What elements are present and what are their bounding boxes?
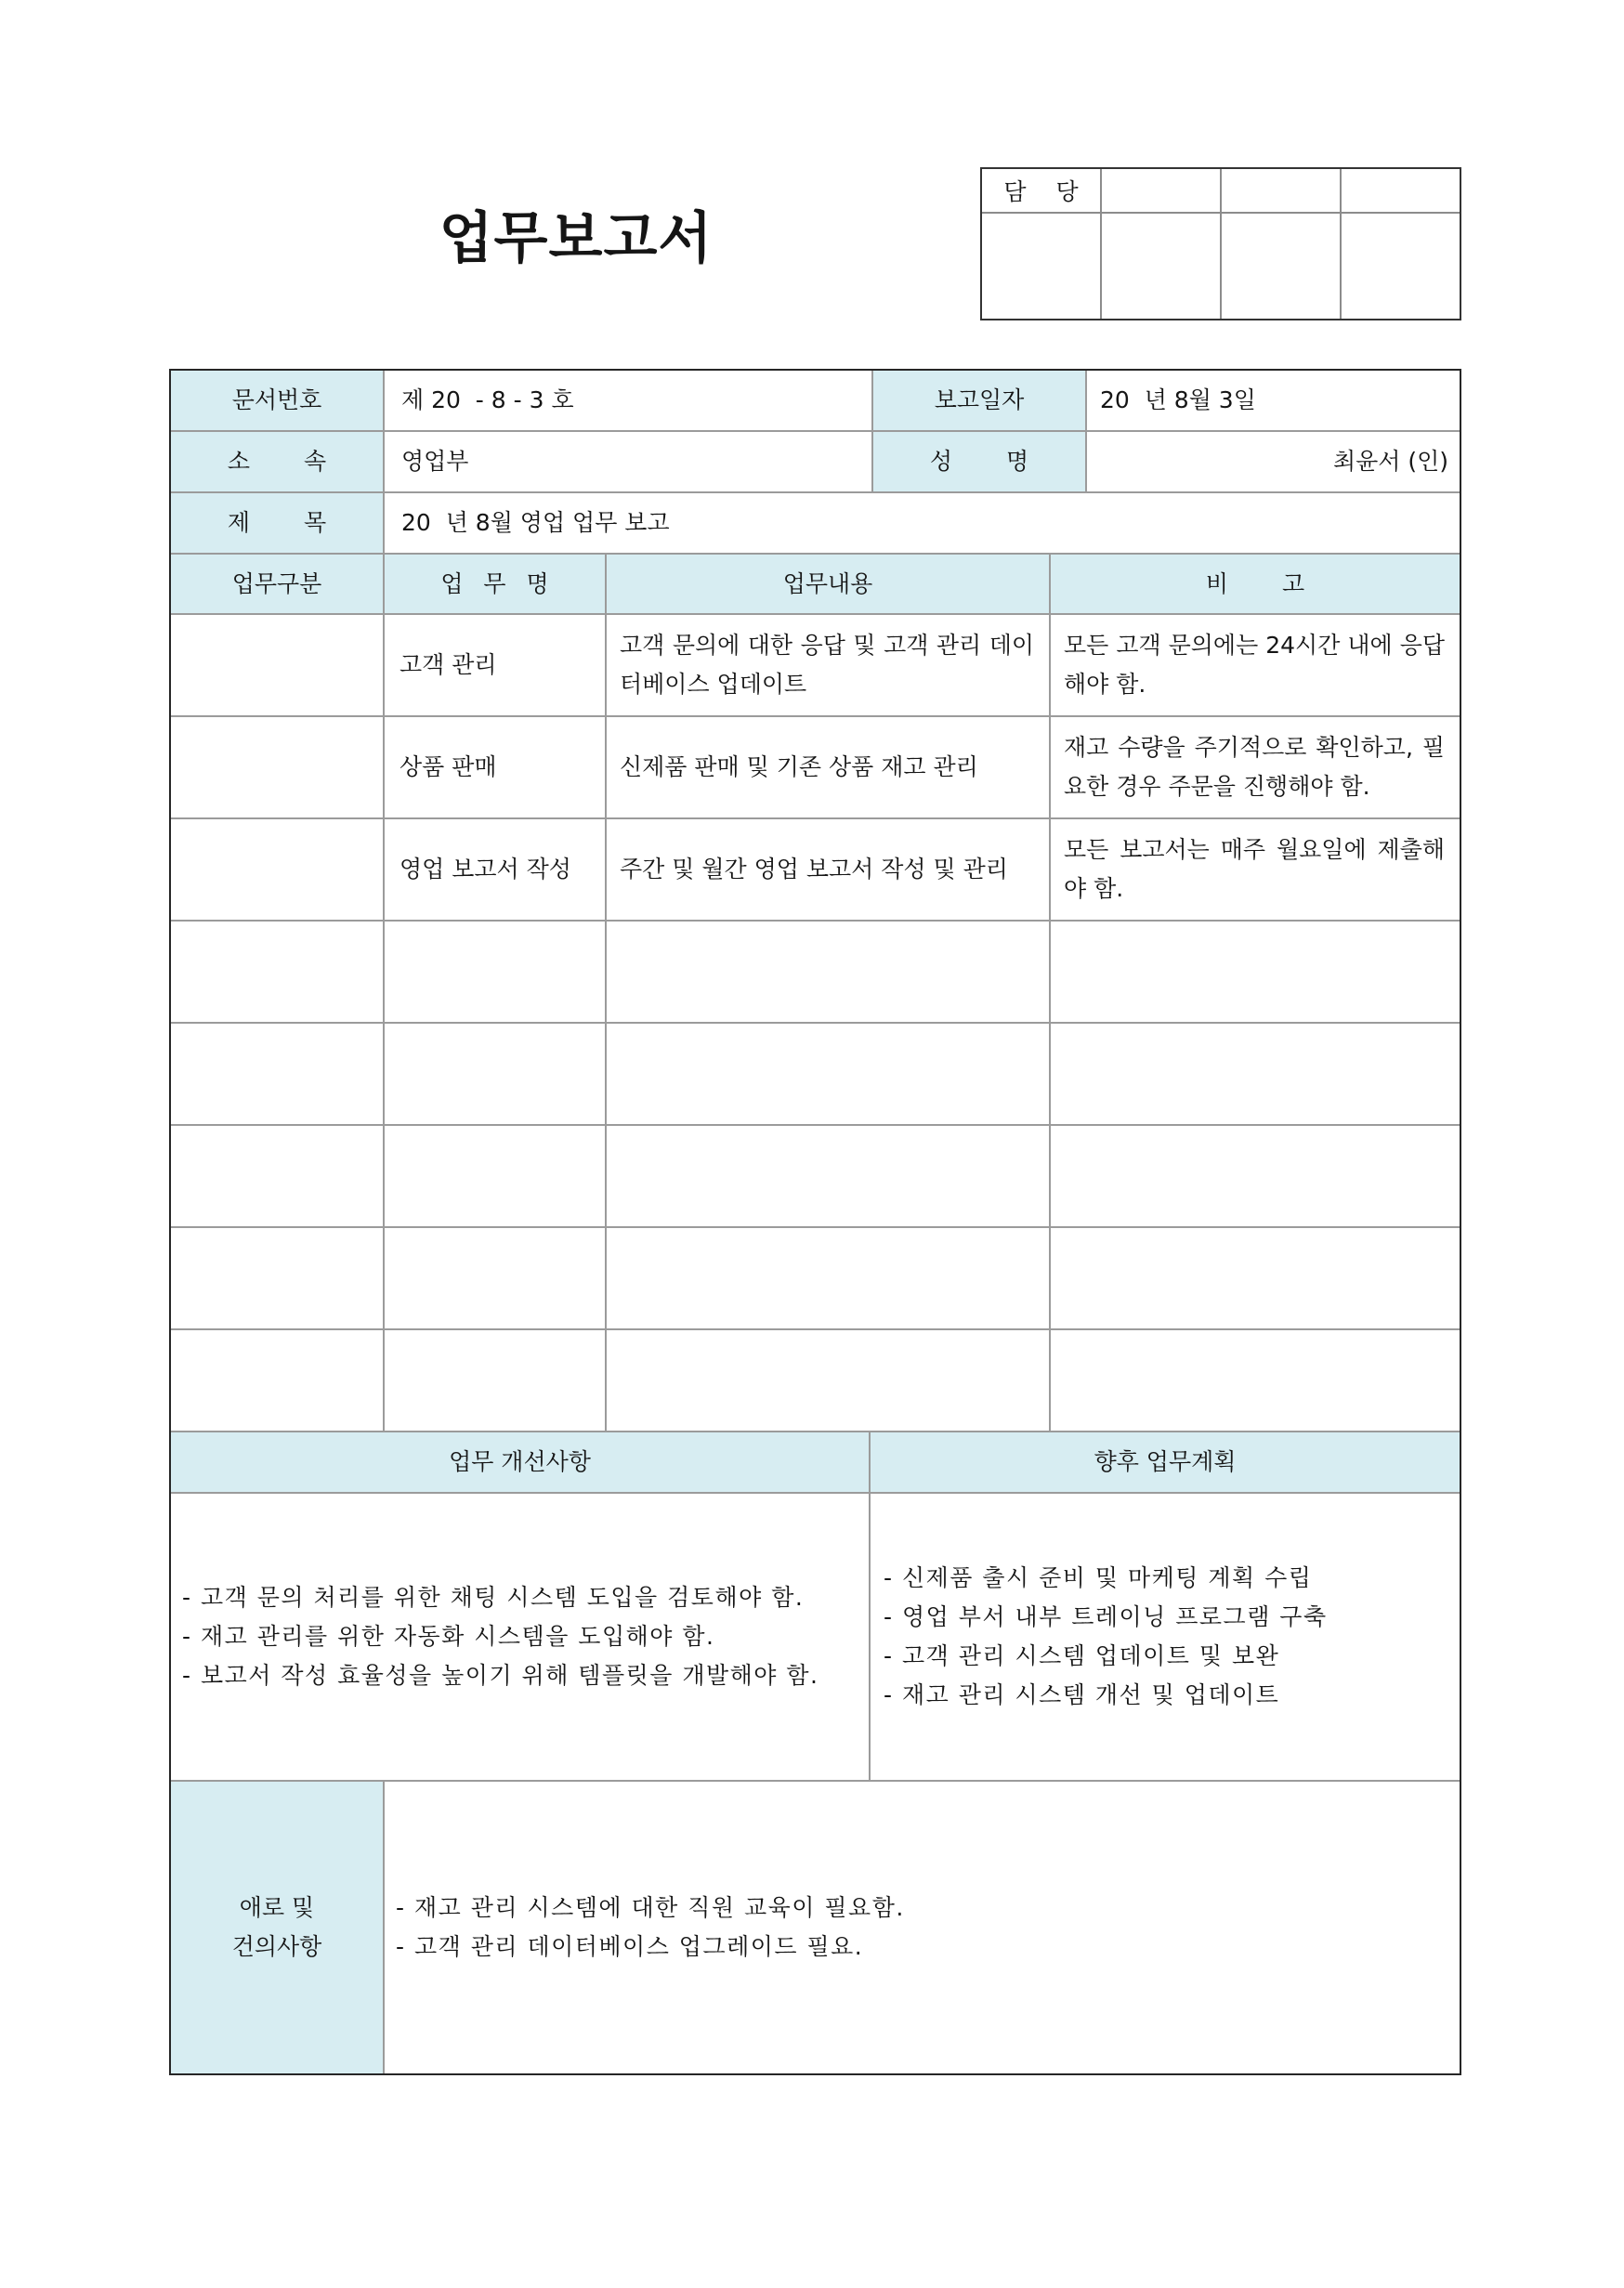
list-item: - 영업 부서 내부 트레이닝 프로그램 구축 — [884, 1603, 1328, 1630]
subject-value: 20 년 8월 영업 업무 보고 — [385, 493, 1460, 555]
report-date-value: 20 년 8월 3일 — [1087, 371, 1460, 432]
issues-label — [171, 1782, 385, 2073]
list-item: - 보고서 작성 효율성을 높이기 위해 템플릿을 개발해야 함. — [182, 1662, 819, 1689]
approval-sign-cell — [1222, 214, 1342, 319]
approval-label: 담 당 — [982, 169, 1102, 214]
document-title: 업무보고서 — [439, 206, 714, 271]
list-item: - 재고 관리 시스템에 대한 직원 교육이 필요함. — [396, 1894, 905, 1921]
approval-sign-cell — [1102, 214, 1222, 319]
task-name-cell: 상품 판매 — [385, 717, 607, 819]
task-note-cell: 모든 보고서는 매주 월요일에 제출해야 함. — [1051, 819, 1460, 922]
header-note: 비 고 — [1051, 555, 1460, 615]
empty-cell — [171, 1330, 385, 1432]
empty-cell — [171, 1024, 385, 1126]
doc-no-value: 제 20 - 8 - 3 호 — [385, 371, 873, 432]
issues-section — [171, 1782, 1460, 2073]
empty-cell — [385, 1024, 607, 1126]
issues-label-line: 건의사항 — [231, 1933, 322, 1960]
approval-header-cell — [1102, 169, 1222, 214]
task-category-cell — [171, 819, 385, 922]
list-item: - 신제품 출시 준비 및 마케팅 계획 수립 — [884, 1564, 1313, 1591]
task-content-cell: 고객 문의에 대한 응답 및 고객 관리 데이터베이스 업데이트 — [607, 615, 1051, 717]
list-item: - 재고 관리 시스템 개선 및 업데이트 — [884, 1681, 1280, 1708]
empty-cell — [171, 922, 385, 1024]
dept-value: 영업부 — [385, 432, 873, 493]
list-item: - 고객 문의 처리를 위한 채팅 시스템 도입을 검토해야 함. — [182, 1584, 805, 1611]
report-table — [169, 369, 1461, 2075]
empty-cell — [171, 1228, 385, 1330]
empty-cell — [607, 1330, 1051, 1432]
task-name-cell: 고객 관리 — [385, 615, 607, 717]
empty-cell — [1051, 922, 1460, 1024]
dept-label: 소 속 — [171, 432, 385, 493]
header-category: 업무구분 — [171, 555, 385, 615]
header-task-content: 업무내용 — [607, 555, 1051, 615]
name-value: 최윤서 (인) — [1087, 432, 1460, 493]
empty-cell — [385, 1126, 607, 1228]
improvements-plans-section — [171, 1432, 1460, 1782]
empty-cell — [1051, 1126, 1460, 1228]
empty-cell — [607, 1126, 1051, 1228]
approval-box — [980, 167, 1461, 320]
empty-cell — [1051, 1024, 1460, 1126]
empty-cell — [385, 1330, 607, 1432]
empty-cell — [607, 922, 1051, 1024]
header-task-name: 업 무 명 — [385, 555, 607, 615]
approval-header-cell — [1222, 169, 1342, 214]
name-label: 성 명 — [873, 432, 1087, 493]
task-content-cell: 주간 및 월간 영업 보고서 작성 및 관리 — [607, 819, 1051, 922]
subject-label: 제 목 — [171, 493, 385, 555]
task-name-cell: 영업 보고서 작성 — [385, 819, 607, 922]
empty-cell — [607, 1228, 1051, 1330]
doc-no-label: 문서번호 — [171, 371, 385, 432]
empty-cell — [1051, 1228, 1460, 1330]
task-note-cell: 재고 수량을 주기적으로 확인하고, 필요한 경우 주문을 진행해야 함. — [1051, 717, 1460, 819]
task-content-cell: 신제품 판매 및 기존 상품 재고 관리 — [607, 717, 1051, 819]
list-item: - 재고 관리를 위한 자동화 시스템을 도입해야 함. — [182, 1623, 715, 1650]
approval-header-cell — [1342, 169, 1460, 214]
empty-cell — [607, 1024, 1051, 1126]
improvements-header: 업무 개선사항 — [171, 1432, 871, 1494]
task-category-cell — [171, 717, 385, 819]
empty-cell — [171, 1126, 385, 1228]
list-item: - 고객 관리 시스템 업데이트 및 보완 — [884, 1642, 1280, 1669]
plans-header: 향후 업무계획 — [871, 1432, 1460, 1494]
plans-list — [871, 1494, 1460, 1782]
empty-cell — [385, 922, 607, 1024]
improvements-list — [171, 1494, 871, 1782]
empty-cell — [385, 1228, 607, 1330]
task-category-cell — [171, 615, 385, 717]
info-section — [171, 371, 1460, 555]
issues-label-line: 애로 및 — [239, 1894, 315, 1921]
list-item: - 고객 관리 데이터베이스 업그레이드 필요. — [396, 1933, 864, 1960]
task-table — [171, 555, 1460, 1432]
task-note-cell: 모든 고객 문의에는 24시간 내에 응답해야 함. — [1051, 615, 1460, 717]
report-date-label: 보고일자 — [873, 371, 1087, 432]
issues-list — [385, 1782, 1460, 2073]
empty-cell — [1051, 1330, 1460, 1432]
approval-sign-cell — [1342, 214, 1460, 319]
approval-sign-cell — [982, 214, 1102, 319]
